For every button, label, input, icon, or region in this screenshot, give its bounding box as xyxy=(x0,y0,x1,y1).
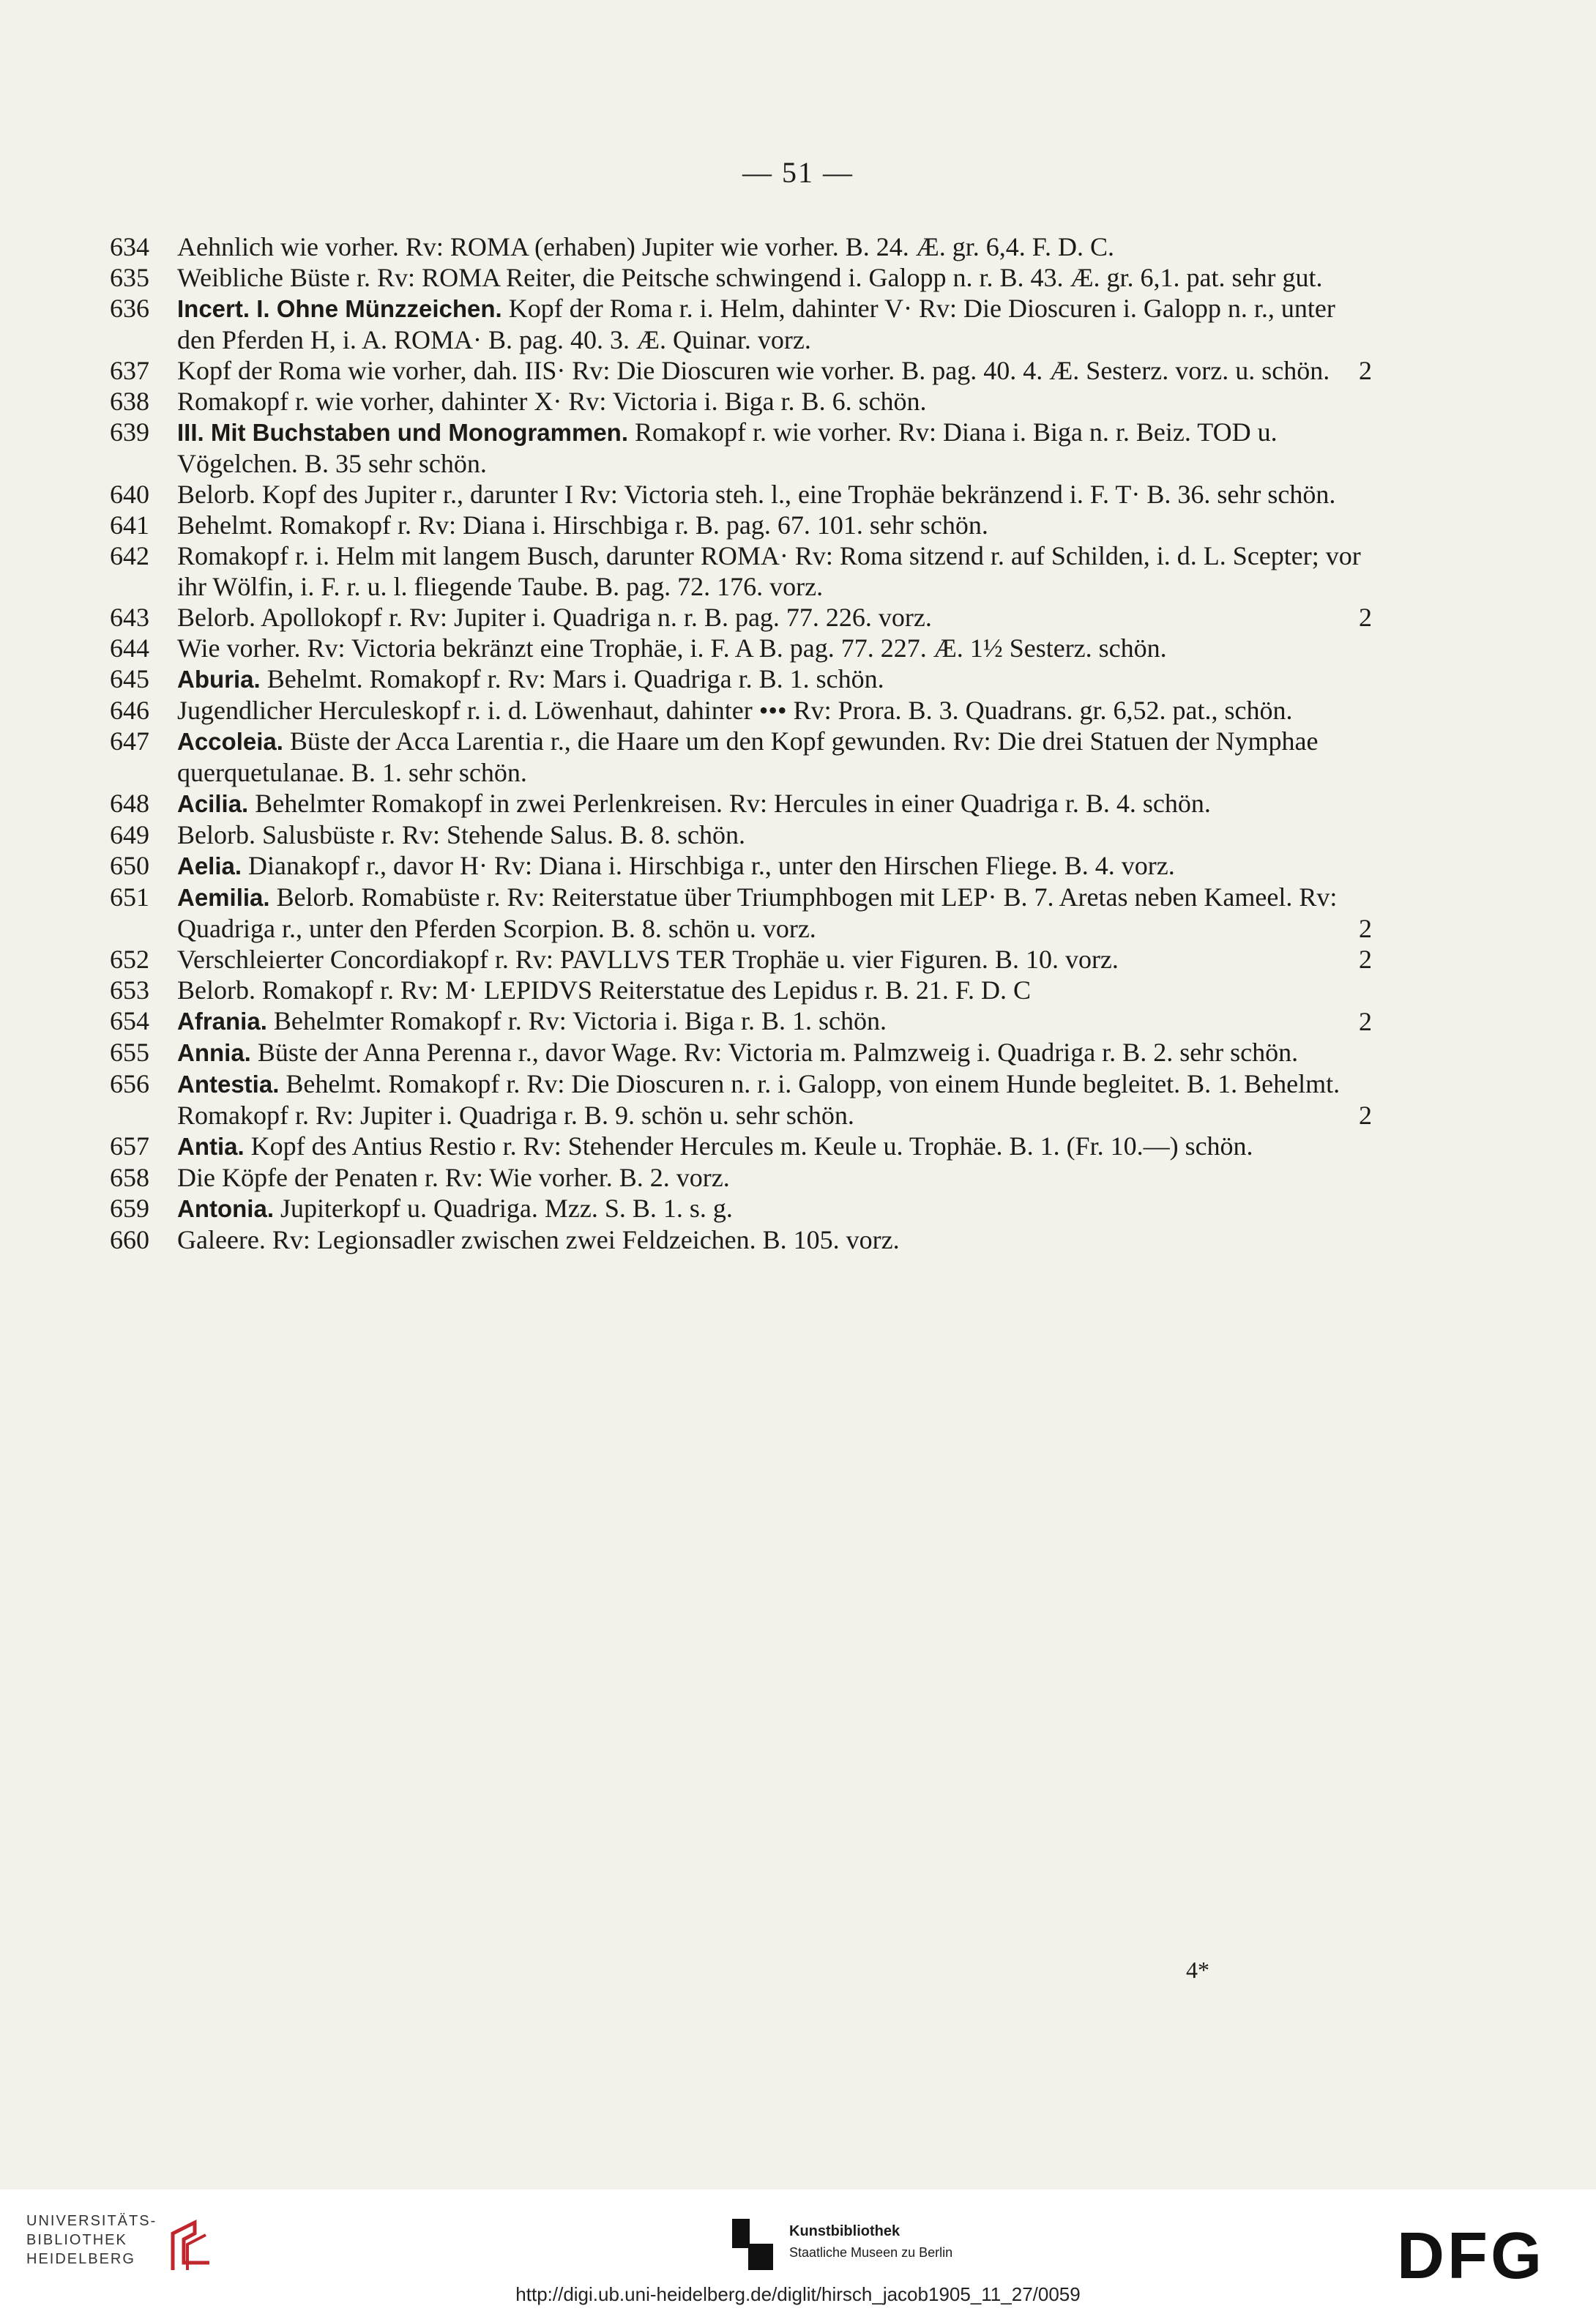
entry-number: 634 xyxy=(110,232,149,261)
entry-count: 2 xyxy=(1359,914,1372,943)
entry-number: 652 xyxy=(110,945,149,974)
entry-description: Behelmt. Romakopf r. Rv: Diana i. Hirschbiga r. B. pag. 67. 101. sehr schön. xyxy=(177,510,988,540)
entry-number: 643 xyxy=(110,603,149,632)
entry-description: Verschleierter Concordiakopf r. Rv: PAVLLVS TER Trophäe u. vier Figuren. B. 10. vorz. xyxy=(177,945,1119,974)
entry-description: Behelmt. Romakopf r. Rv: Die Dioscuren n. r. i. Galopp, von einem Hunde begleitet. B. 1. Behelmt. Romakopf r. Rv: Jupiter i. Quadriga r. B. 9. schön u. sehr schön. xyxy=(177,1069,1340,1130)
entry-number: 647 xyxy=(110,726,149,756)
entry-number: 660 xyxy=(110,1225,149,1254)
entry-text xyxy=(177,355,1369,386)
entry-heading: Antestia. xyxy=(177,1071,280,1098)
catalogue-entry xyxy=(110,975,1369,1005)
entry-text xyxy=(177,262,1369,293)
entry-number: 648 xyxy=(110,789,149,818)
entry-number: 636 xyxy=(110,294,149,323)
entry-text xyxy=(177,726,1369,788)
entry-description: Büste der Anna Perenna r., davor Wage. Rv: Victoria m. Palmzweig i. Quadriga r. B. 2. sehr schön. xyxy=(257,1038,1299,1067)
entry-number: 656 xyxy=(110,1069,149,1098)
entry-text xyxy=(177,417,1369,479)
entry-heading: Afrania. xyxy=(177,1008,267,1035)
entry-number: 654 xyxy=(110,1006,149,1035)
entry-description: Belorb. Romabüste r. Rv: Reiterstatue über Triumphbogen mit LEP· B. 7. Aretas neben Kameel. Rv: Quadriga r., unter den Pferden Scorpion. B. 8. schön u. vorz. xyxy=(177,882,1338,943)
entry-count: 2 xyxy=(1359,603,1372,632)
entry-number: 640 xyxy=(110,480,149,509)
entry-number: 650 xyxy=(110,851,149,880)
catalogue-entry xyxy=(110,850,1369,882)
entry-text xyxy=(177,386,1369,417)
entry-heading: Acilia. xyxy=(177,790,249,817)
heidelberg-mark-icon xyxy=(165,2219,217,2277)
catalogue-entry xyxy=(110,1037,1369,1068)
entry-description: Romakopf r. wie vorher, dahinter X· Rv: Victoria i. Biga r. B. 6. schön. xyxy=(177,387,927,416)
entry-number: 658 xyxy=(110,1163,149,1192)
entry-description: Behelmt. Romakopf r. Rv: Mars i. Quadriga r. B. 1. schön. xyxy=(266,664,884,693)
catalogue-entry xyxy=(110,602,1372,633)
catalogue-entry xyxy=(110,1224,1369,1255)
entry-number: 653 xyxy=(110,975,149,1005)
entry-text xyxy=(177,1193,1369,1224)
entry-count: 2 xyxy=(1359,1101,1372,1130)
catalogue-entry xyxy=(110,355,1372,386)
entry-description: Jugendlicher Herculeskopf r. i. d. Löwenhaut, dahinter ••• Rv: Prora. B. 3. Quadrans. gr. 6,52. pat., schön. xyxy=(177,696,1293,725)
entry-description: Jupiterkopf u. Quadriga. Mzz. S. B. 1. s. g. xyxy=(280,1194,733,1223)
catalogue-entry xyxy=(110,819,1369,850)
entry-text xyxy=(177,695,1369,726)
university-line-2: BIBLIOTHEK xyxy=(26,2232,127,2248)
catalogue-entry xyxy=(110,788,1369,819)
dfg-logo[interactable]: DFG xyxy=(1397,2220,1545,2293)
entry-text xyxy=(177,479,1369,510)
entry-heading: Antia. xyxy=(177,1133,245,1160)
catalogue-entry xyxy=(110,479,1369,510)
entry-number: 644 xyxy=(110,633,149,663)
catalogue-entry xyxy=(110,663,1369,695)
entry-description: Aehnlich wie vorher. Rv: ROMA (erhaben) Jupiter wie vorher. B. 24. Æ. gr. 6,4. F. D. C. xyxy=(177,232,1114,261)
entry-number: 639 xyxy=(110,417,149,447)
entry-description: Kopf der Roma wie vorher, dah. IIS· Rv: Die Dioscuren wie vorher. B. pag. 40. 4. Æ. Sesterz. vorz. u. schön. xyxy=(177,356,1330,385)
entry-description: Wie vorher. Rv: Victoria bekränzt eine Trophäe, i. F. A B. pag. 77. 227. Æ. 1½ Sesterz. schön. xyxy=(177,633,1167,663)
entry-description: Büste der Acca Larentia r., die Haare um den Kopf gewunden. Rv: Die drei Statuen der Nymphae querquetulanae. B. 1. sehr schön. xyxy=(177,726,1319,787)
entry-description: Belorb. Romakopf r. Rv: M· LEPIDVS Reiterstatue des Lepidus r. B. 21. F. D. C xyxy=(177,975,1032,1005)
catalogue-entry xyxy=(110,1162,1369,1193)
entry-heading: Accoleia. xyxy=(177,728,283,755)
catalogue-entry xyxy=(110,417,1369,479)
entry-description: Die Köpfe der Penaten r. Rv: Wie vorher. B. 2. vorz. xyxy=(177,1163,730,1192)
entry-count: 2 xyxy=(1359,1007,1372,1036)
catalogue-entry xyxy=(110,262,1369,293)
entry-description: Belorb. Apollokopf r. Rv: Jupiter i. Quadriga n. r. B. pag. 77. 226. vorz. xyxy=(177,603,932,632)
entry-text xyxy=(177,663,1369,695)
entry-heading: Aemilia. xyxy=(177,884,270,911)
catalogue-entry xyxy=(110,695,1369,726)
permalink-url[interactable]: http://digi.ub.uni-heidelberg.de/diglit/hirsch_jacob1905_11_27/0059 xyxy=(515,2283,1081,2305)
entry-text xyxy=(177,1224,1369,1255)
entry-text xyxy=(177,1131,1369,1162)
entry-text xyxy=(177,633,1369,663)
university-library-logo[interactable] xyxy=(26,2211,246,2285)
entry-description: Romakopf r. i. Helm mit langem Busch, darunter ROMA· Rv: Roma sitzend r. auf Schilden, i. d. L. Scepter; vor ihr Wölfin, i. F. r. u. l. fliegende Taube. B. pag. 72. 176. vorz. xyxy=(177,541,1361,601)
entry-number: 649 xyxy=(110,820,149,849)
entry-count: 2 xyxy=(1359,945,1372,974)
catalogue-entry xyxy=(110,726,1369,788)
entry-description: Belorb. Kopf des Jupiter r., darunter Ι Rv: Victoria steh. l., eine Trophäe bekränzend i. F. T· B. 36. sehr schön. xyxy=(177,480,1336,509)
entry-description: Kopf der Roma r. i. Helm, dahinter V· Rv: Die Dioscuren i. Galopp n. r., unter den Pferden H, i. A. ROMA· B. pag. 40. 3. Æ. Quinar. vorz. xyxy=(177,294,1335,354)
entry-heading: Aburia. xyxy=(177,666,261,693)
catalogue-entry xyxy=(110,293,1369,355)
entry-number: 637 xyxy=(110,356,149,385)
entry-heading: Annia. xyxy=(177,1039,251,1066)
entry-description: Weibliche Büste r. Rv: ROMA Reiter, die Peitsche schwingend i. Galopp n. r. B. 43. Æ. gr. 6,1. pat. sehr gut. xyxy=(177,263,1323,292)
entry-description: Behelmter Romakopf in zwei Perlenkreisen. Rv: Hercules in einer Quadriga r. B. 4. schön. xyxy=(255,789,1211,818)
catalogue-entry xyxy=(110,386,1369,417)
entry-number: 655 xyxy=(110,1038,149,1067)
catalogue-entry xyxy=(110,540,1369,602)
entry-number: 638 xyxy=(110,387,149,416)
catalogue-entry xyxy=(110,944,1372,975)
entry-text xyxy=(177,540,1369,602)
entry-text xyxy=(177,231,1369,262)
entry-text xyxy=(177,293,1369,355)
signature-mark: 4* xyxy=(1186,1957,1209,1983)
entry-text xyxy=(177,510,1369,540)
entry-number: 659 xyxy=(110,1194,149,1223)
kunstbibliothek-logo[interactable] xyxy=(732,2219,981,2277)
entry-description: Dianakopf r., davor H· Rv: Diana i. Hirschbiga r., unter den Hirschen Fliege. B. 4. vorz. xyxy=(248,851,1175,880)
entry-number: 635 xyxy=(110,263,149,292)
entry-description: Behelmter Romakopf r. Rv: Victoria i. Biga r. B. 1. schön. xyxy=(273,1006,887,1035)
entry-text xyxy=(177,1037,1369,1068)
entry-text xyxy=(177,1162,1369,1193)
kunstbibliothek-mark-icon xyxy=(732,2219,773,2270)
catalogue-entry xyxy=(110,1193,1369,1224)
catalogue-entries xyxy=(110,231,1372,1255)
entry-number: 642 xyxy=(110,541,149,570)
entry-text xyxy=(177,1068,1369,1131)
entry-number: 651 xyxy=(110,882,149,912)
catalogue-entry xyxy=(110,633,1369,663)
catalogue-entry xyxy=(110,231,1369,262)
footer-bar xyxy=(0,2190,1596,2314)
entry-count: 2 xyxy=(1359,356,1372,385)
entry-text xyxy=(177,882,1369,944)
entry-text xyxy=(177,850,1369,882)
entry-description: Belorb. Salusbüste r. Rv: Stehende Salus. B. 8. schön. xyxy=(177,820,745,849)
entry-number: 646 xyxy=(110,696,149,725)
entry-number: 645 xyxy=(110,664,149,693)
entry-description: Kopf des Antius Restio r. Rv: Stehender Hercules m. Keule u. Trophäe. B. 1. (Fr. 10.—) schön. xyxy=(250,1131,1253,1161)
catalogue-entry xyxy=(110,1005,1372,1037)
entry-text xyxy=(177,788,1369,819)
entry-description: Romakopf r. wie vorher. Rv: Diana i. Biga n. r. Beiz. TOD u. Vögelchen. B. 35 sehr schön. xyxy=(177,417,1278,478)
entry-heading: Antonia. xyxy=(177,1195,274,1222)
entry-text xyxy=(177,819,1369,850)
page-number: — 51 — xyxy=(742,156,854,189)
entry-number: 641 xyxy=(110,510,149,540)
entry-text xyxy=(177,602,1369,633)
catalogue-entry xyxy=(110,882,1372,944)
kunstbibliothek-title: Kunstbibliothek xyxy=(789,2223,900,2239)
entry-description: Galeere. Rv: Legionsadler zwischen zwei Feldzeichen. B. 105. vorz. xyxy=(177,1225,900,1254)
kunstbibliothek-subtitle: Staatliche Museen zu Berlin xyxy=(789,2245,953,2260)
entry-heading: Incert. I. Ohne Münzzeichen. xyxy=(177,295,502,322)
entry-text xyxy=(177,944,1369,975)
entry-heading: III. Mit Buchstaben und Monogrammen. xyxy=(177,419,629,446)
entry-text xyxy=(177,975,1369,1005)
university-line-3: HEIDELBERG xyxy=(26,2251,135,2267)
entry-heading: Aelia. xyxy=(177,852,242,879)
entry-number: 657 xyxy=(110,1131,149,1161)
entry-text xyxy=(177,1005,1369,1037)
university-line-1: UNIVERSITÄTS- xyxy=(26,2213,157,2229)
catalogue-entry xyxy=(110,1068,1372,1131)
catalogue-entry xyxy=(110,1131,1369,1162)
catalogue-entry xyxy=(110,510,1369,540)
